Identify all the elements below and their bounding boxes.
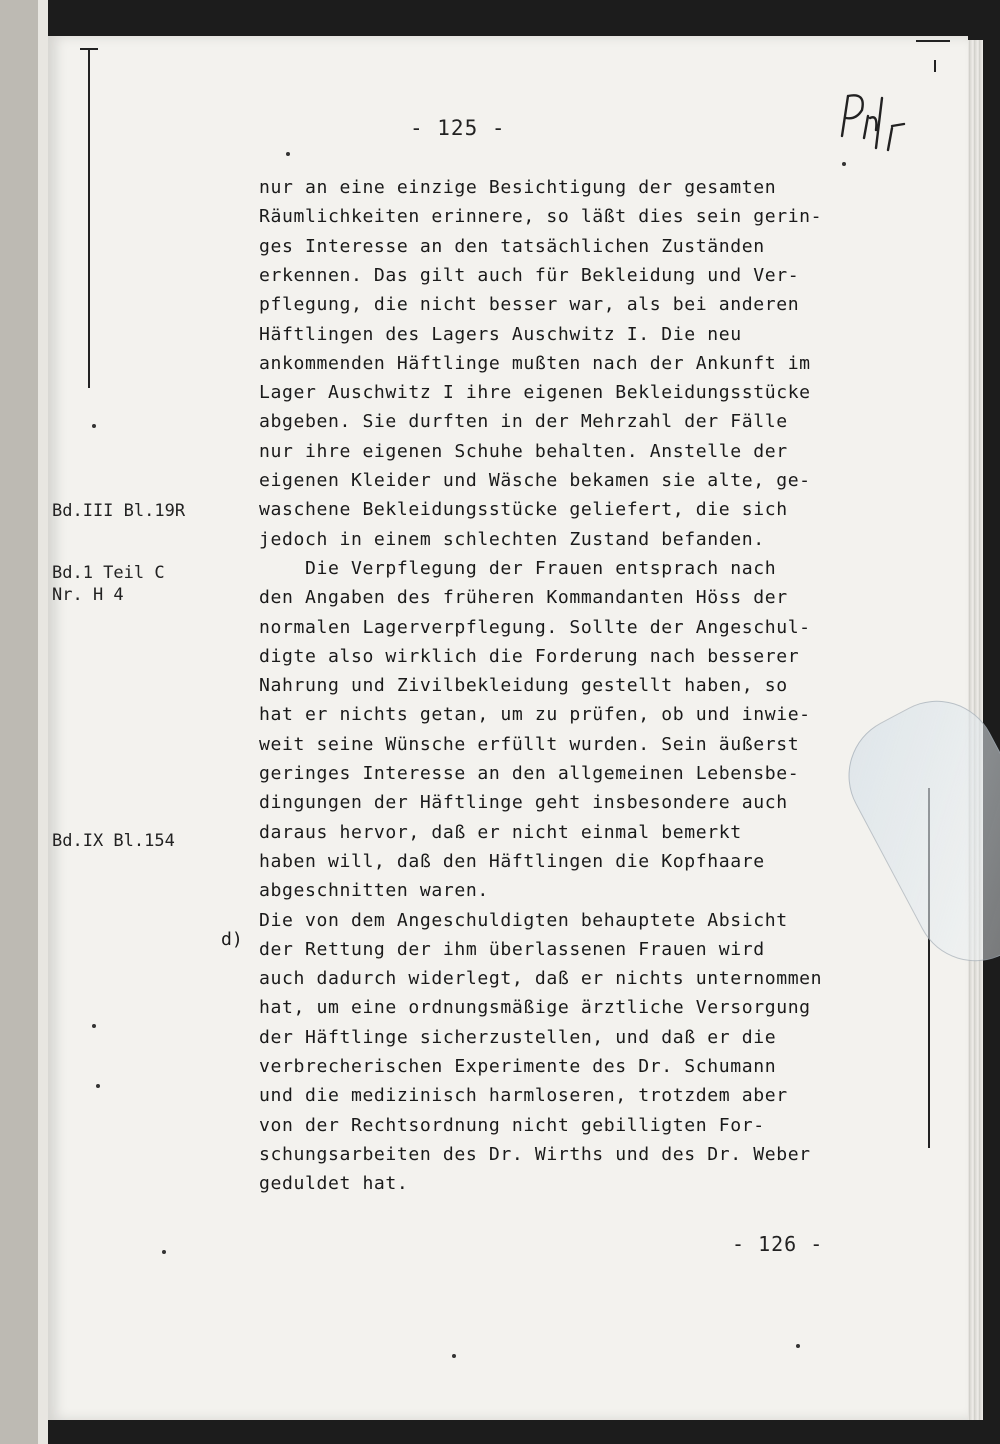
text-line: Die Verpflegung der Frauen entsprach nach [259,557,777,579]
text-line: waschene Bekleidungsstücke geliefert, die sich [259,499,788,521]
text-line: eigenen Kleider und Wäsche bekamen sie alte, ge- [259,470,811,491]
text-line: ges Interesse an den tatsächlichen Zuständen [259,235,765,257]
text-line: haben will, daß den Häftlingen die Kopfhaare [259,850,765,872]
text-line: dingungen der Häftlinge geht insbesondere auch [259,792,788,814]
text-line: auch dadurch widerlegt, daß er nichts unternommen [259,968,823,990]
speck [92,1024,96,1028]
text-line: nur ihre eigenen Schuhe behalten. Anstelle der [259,440,788,462]
text-line: daraus hervor, daß er nicht einmal bemerkt [259,821,742,843]
text-line: erkennen. Das gilt auch für Bekleidung und Ver- [259,264,800,286]
crop-mark-right [934,60,936,72]
text-line: nur an eine einzige Besichtigung der gesamten [259,177,777,198]
text-line: und die medizinisch harmloseren, trotzdem aber [259,1085,788,1107]
text-line: Die von dem Angeschuldigten behauptete Absicht [259,909,788,931]
text-line: digte also wirklich die Forderung nach besserer [259,645,800,667]
text-line: hat er nichts getan, um zu prüfen, ob und inwie- [259,704,811,726]
text-line: normalen Lagerverpflegung. Sollte der Angeschul- [259,616,811,638]
text-line: geduldet hat. [259,1173,409,1195]
list-item-marker: d) [221,929,243,950]
binding-edge [38,0,48,1444]
margin-note-bd-1: Bd.1 Teil C Nr. H 4 [52,563,165,605]
speck [452,1354,456,1358]
speck [842,162,846,166]
text-line: schungsarbeiten des Dr. Wirths und des Dr. Weber [259,1143,811,1165]
text-line: abgeben. Sie durften in der Mehrzahl der Fälle [259,411,788,433]
text-line: hat, um eine ordnungsmäßige ärztliche Versorgung [259,997,811,1019]
text-line: Nahrung und Zivilbekleidung gestellt haben, so [259,675,788,697]
speck [286,152,290,156]
text-line: der Häftlinge sicherzustellen, und daß er die [259,1026,777,1048]
text-line: weit seine Wünsche erfüllt wurden. Sein äußerst [259,733,800,755]
text-line: pflegung, die nicht besser war, als bei anderen [259,294,800,316]
page-number: - 125 - [410,116,506,140]
crop-mark-top-right [916,40,950,42]
speck [162,1250,166,1254]
margin-note-bd-iii: Bd.III Bl.19R [52,501,186,521]
text-line: den Angaben des früheren Kommandanten Höss der [259,587,788,609]
text-line: ankommenden Häftlinge mußten nach der Ankunft im [259,352,811,374]
speck [796,1344,800,1348]
text-line: verbrecherischen Experimente des Dr. Schumann [259,1056,777,1077]
next-page-indicator: - 126 - [732,1232,824,1256]
speck [96,1084,100,1088]
handwritten-initials [838,88,918,158]
text-line: Räumlichkeiten erinnere, so läßt dies sein gerin- [259,206,823,228]
speck [92,424,96,428]
text-line: abgeschnitten waren. [259,880,489,902]
text-line: von der Rechtsordnung nicht gebilligten For- [259,1114,765,1136]
crop-mark-top-left [88,48,90,388]
text-line: Häftlingen des Lagers Auschwitz I. Die neu [259,323,742,345]
text-line: der Rettung der ihm überlassenen Frauen wird [259,938,765,960]
margin-note-bd-ix: Bd.IX Bl.154 [52,831,175,851]
text-line: geringes Interesse an den allgemeinen Lebensbe- [259,763,800,784]
text-line: Lager Auschwitz I ihre eigenen Bekleidungsstücke [259,382,811,404]
text-line: jedoch in einem schlechten Zustand befanden. [259,528,765,550]
crop-mark-top-left-h [80,48,98,50]
